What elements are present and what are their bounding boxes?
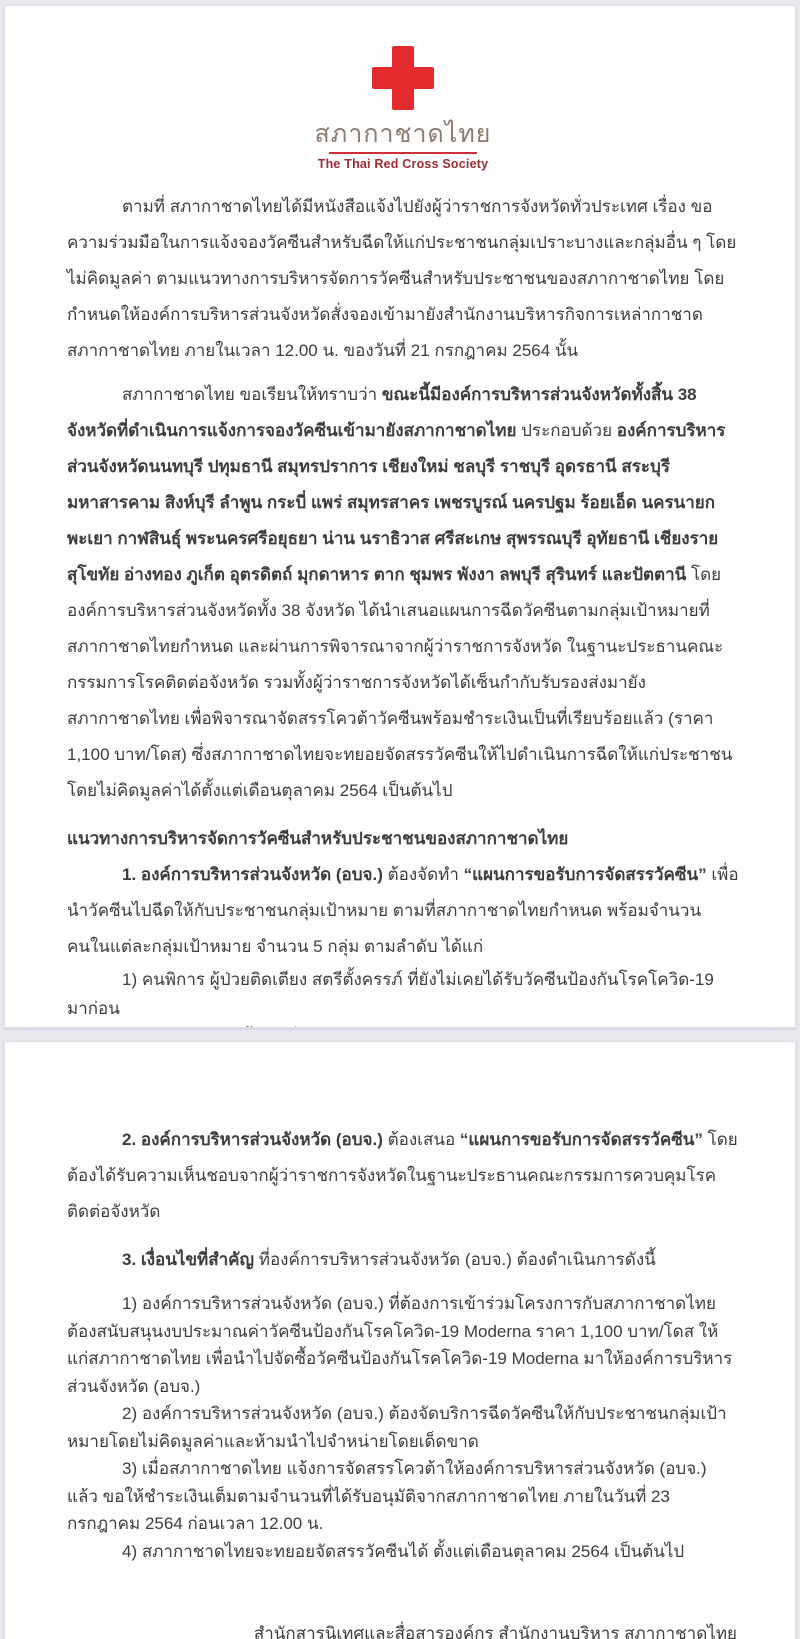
text-segment: ที่องค์การบริหารส่วนจังหวัด (อบจ.) ต้องดำเนินการดังนี้ [258,1250,656,1270]
list-item-3 [67,1242,739,1278]
text-segment: โดยองค์การบริหารส่วนจังหวัดทั้ง 38 จังหวัด ได้นำเสนอแผนการฉีดวัคซีนตามกลุ่มเป้าหมายที่สภากาชาดไทยกำหนด และผ่านการพิจารณาจากผู้ว่าราชการจังหวัด ในฐานะประธานคณะกรรมการโรคติดต่อจังหวัด รวมทั้งผู้ว่าราชการจังหวัดได้เซ็นกำกับรับรองส่งมายังสภากาชาดไทย เพื่อพิจารณาจัดสรรโควต้าวัคซีนพร้อมชำระเงินเป็นที่เรียบร้อยแล้ว (ราคา 1,100 บาท/โดส) ซึ่งสภากาชาดไทยจะทยอยจัดสรรวัคซีนให้ไปดำเนินการฉีดให้แก่ประชาชน โดยไม่คิดมูลค่าได้ตั้งแต่เดือนตุลาคม 2564 เป็นต้นไป [67,565,733,801]
text-segment: เพื่อนำวัคซีนไปฉีดให้กับประชาชนกลุ่มเป้าหมาย ตามที่สภากาชาดไทยกำหนด พร้อมจำนวนคนในแต่ละกลุ่มเป้าหมาย จำนวน 5 กลุ่ม ตามลำดับ ได้แก่ [67,864,739,957]
section-heading: แนวทางการบริหารจัดการวัคซีนสำหรับประชาชนของสภากาชาดไทย [67,829,569,849]
text-segment-bold: องค์การบริหารส่วนจังหวัดนนทบุรี ปทุมธานี สมุทรปราการ เชียงใหม่ ชลบุรี ราชบุรี อุดรธานี สระบุรี มหาสารคาม สิงห์บุรี ลำพูน กระบี่ แพร่ สมุทรสาคร เพชรบูรณ์ นครปฐม ร้อยเอ็ด นครนายก พะเยา กาฬสินธุ์ พระนครศรีอยุธยา น่าน นราธิวาส ศรีสะเกษ สุพรรณบุรี อุทัยธานี เชียงราย สุโขทัย อ่างทอง ภูเก็ต อุตรดิตถ์ มุกดาหาร ตาก ชุมพร พังงา ลพบุรี สุรินทร์ และปัตตานี [67,420,726,585]
page-1-content [5,6,795,1028]
paragraph-provinces [67,377,739,809]
text-segment: สภากาชาดไทย ขอเรียนให้ทราบว่า [122,384,382,404]
text-segment: โดยต้องได้รับความเห็นชอบจากผู้ว่าราชการจังหวัดในฐานะประธานคณะกรรมการควบคุมโรคติดต่อจังหวัด [67,1130,738,1222]
condition-4: 4) สภากาชาดไทยจะทยอยจัดสรรวัคซีนได้ ตั้งแต่เดือนตุลาคม 2564 เป็นต้นไป [122,1541,685,1561]
document-footer [67,1617,739,1639]
red-cross-logo [67,46,739,171]
text-segment: ประกอบด้วย [521,420,617,440]
text-segment-bold: “แผนการขอรับการจัดสรรวัคซีน” [463,864,712,884]
text-segment-bold: “แผนการขอรับการจัดสรรวัคซีน” [459,1130,708,1149]
target-group-1: 1) คนพิการ ผู้ป่วยติดเตียง สตรีตั้งครรภ์ ที่ยังไม่เคยได้รับวัคซีนป้องกันโรคโควิด-19 มาก่อน [67,970,714,1019]
list-item-2 [67,1122,739,1230]
document-page-2 [4,1041,796,1639]
document-page-1 [4,5,796,1028]
text-segment-bold: 1. องค์การบริหารส่วนจังหวัด (อบจ.) [122,864,388,884]
text-segment-bold: 3. เงื่อนไขที่สำคัญ [122,1250,259,1270]
page-2-content [5,1042,795,1639]
condition-1: 1) องค์การบริหารส่วนจังหวัด (อบจ.) ที่ต้องการเข้าร่วมโครงการกับสภากาชาดไทย ต้องสนับสนุนงบประมาณค่าวัคซีนป้องกันโรคโควิด-19 Moderna ราคา 1,100 บาท/โดส ให้แก่สภากาชาดไทย เพื่อนำไปจัดซื้อวัคซีนป้องกันโรคโควิด-19 Moderna มาให้องค์การบริหารส่วนจังหวัด (อบจ.) [67,1294,733,1396]
logo-divider [329,152,477,154]
condition-2: 2) องค์การบริหารส่วนจังหวัด (อบจ.) ต้องจัดบริการฉีดวัคซีนให้กับประชาชนกลุ่มเป้าหมายโดยไม่คิดมูลค่าและห้ามนำไปจำหน่ายโดยเด็ดขาด [67,1404,727,1451]
red-cross-icon [372,46,434,110]
text-segment-bold: 2. องค์การบริหารส่วนจังหวัด (อบจ.) [122,1130,388,1149]
logo-english-name: The Thai Red Cross Society [317,156,489,171]
text-segment-bold: ขณะนี้มีองค์การบริหารส่วนจังหวัดทั้งสิ้น 38 จังหวัดที่ดำเนินการแจ้งการจองวัคซีนเข้ามายังสภากาชาดไทย [67,384,697,440]
target-group-2 [67,1024,739,1028]
condition-3: 3) เมื่อสภากาชาดไทย แจ้งการจัดสรรโควต้าให้องค์การบริหารส่วนจังหวัด (อบจ.) แล้ว ขอให้ชำระเงินเต็มตามจำนวนที่ได้รับอนุมัติจากสภากาชาดไทย ภายในวันที่ 23 กรกฎาคม 2564 ก่อนเวลา 12.00 น. [67,1459,707,1534]
logo-thai-name: สภากาชาดไทย [314,120,492,148]
text-segment: ต้องเสนอ [387,1130,460,1149]
footer-office: สำนักสารนิเทศและสื่อสารองค์กร สำนักงานบริหาร สภากาชาดไทย [253,1624,737,1639]
text-segment: ต้องจัดทำ [387,864,464,884]
list-item-1 [67,857,739,965]
paragraph-intro: ตามที่ สภากาชาดไทยได้มีหนังสือแจ้งไปยังผู้ว่าราชการจังหวัดทั่วประเทศ เรื่อง ขอความร่วมมือในการแจ้งจองวัคซีนสำหรับฉีดให้แก่ประชาชนกลุ่มเปราะบางและกลุ่มอื่น ๆ โดยไม่คิดมูลค่า ตามแนวทางการบริหารจัดการวัคซีนสำหรับประชาชนของสภากาชาดไทย โดยกำหนดให้องค์การบริหารส่วนจังหวัดสั่งจองเข้ามายังสำนักงานบริหารกิจการเหล่ากาชาด สภากาชาดไทย ภายในเวลา 12.00 น. ของวันที่ 21 กรกฎาคม 2564 นั้น [67,196,737,360]
